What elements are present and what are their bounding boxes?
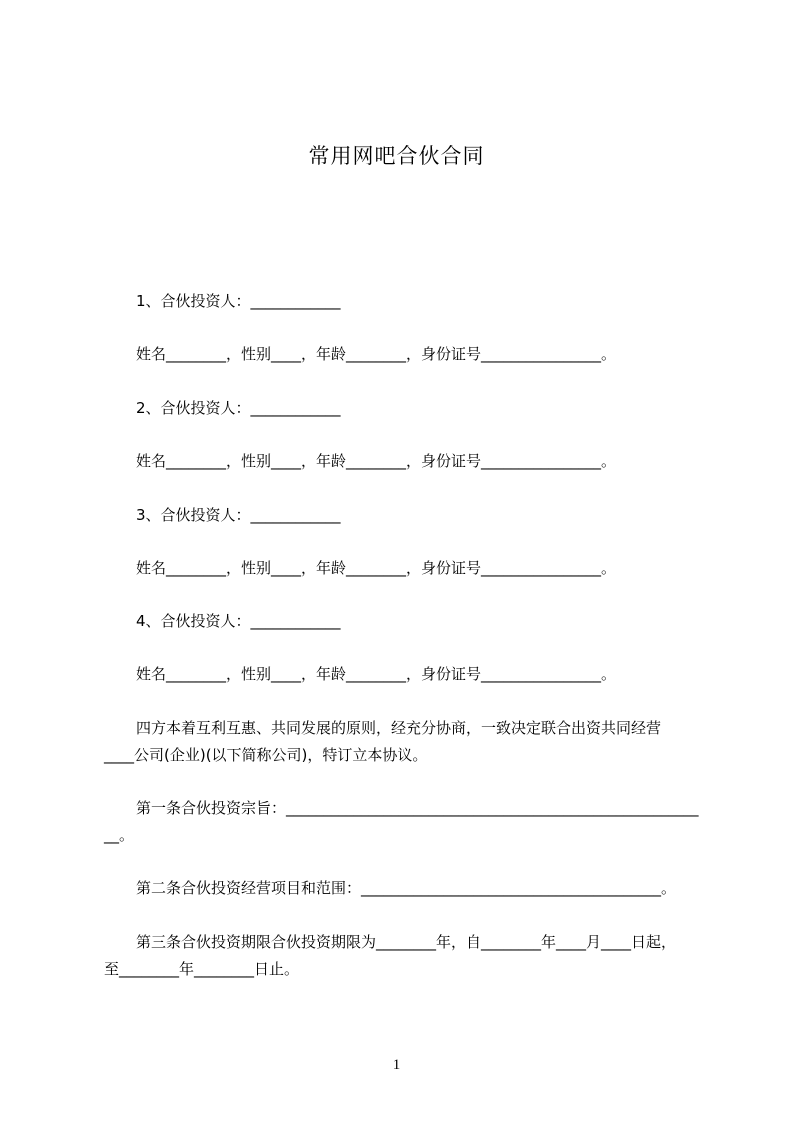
intro-paragraph-line-1: 四方本着互利互惠、共同发展的原则，经充分协商，一致决定联合出资共同经营 [136,719,662,737]
investor-1-details: 姓名________，性别____，年龄________，身份证号________________。 [136,345,617,363]
article-3-line-1: 第三条合伙投资期限合伙投资期限为________年，自________年____月____日起， [136,933,677,951]
article-3-line-2: 至________年________日止。 [104,960,300,978]
investor-2-heading: 2、合伙投资人：____________ [136,399,341,417]
investor-3-heading: 3、合伙投资人：____________ [136,506,341,524]
intro-paragraph-line-2: ____公司(企业)(以下简称公司)，特订立本协议。 [104,746,428,764]
investor-3-details: 姓名________，性别____，年龄________，身份证号________________。 [136,559,617,577]
page-number: 1 [392,1057,401,1073]
investor-4-heading: 4、合伙投资人：____________ [136,612,341,630]
investor-4-details: 姓名________，性别____，年龄________，身份证号________________。 [136,665,617,683]
investor-1-heading: 1、合伙投资人：____________ [136,292,341,310]
article-1-line-2: __。 [104,826,135,844]
document-title: 常用网吧合伙合同 [308,144,485,168]
article-2-line-1: 第二条合伙投资经营项目和范围：________________________________________。 [136,879,677,897]
article-1-line-1: 第一条合伙投资宗旨：_______________________________________________________ [136,799,699,817]
investor-2-details: 姓名________，性别____，年龄________，身份证号________________。 [136,452,617,470]
